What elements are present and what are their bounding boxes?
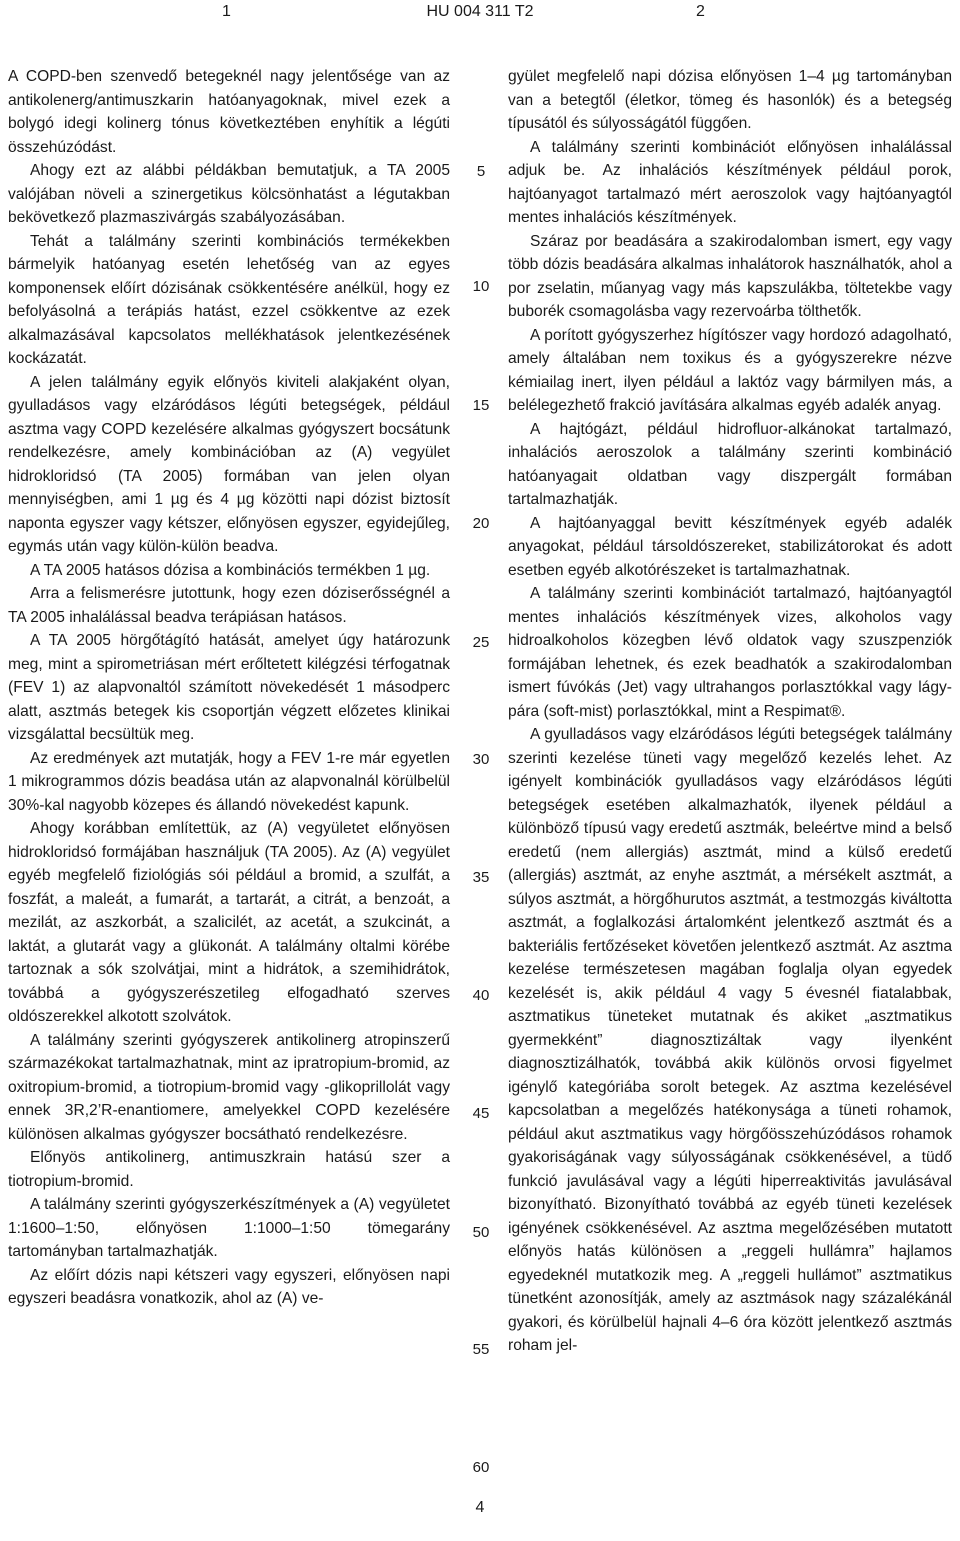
header-patent-id: HU 004 311 T2 [426,3,534,20]
line-number: 20 [472,515,490,532]
paragraph: Arra a felismerésre jutottunk, hogy ezen dóziserősségnél a TA 2005 inhalálással beadva terápiásan hatásos. [8,585,450,626]
line-number: 50 [472,1224,490,1241]
paragraph: Az előírt dózis napi kétszeri vagy egyszeri, előnyösen napi egyszeri beadásra vonatkozik, ahol az (A) ve- [8,1266,450,1307]
header-page-left: 1 [222,3,231,20]
line-number: 35 [472,869,490,886]
paragraph: A találmány szerinti kombinációt előnyösen inhalálással adjuk be. Az inhalációs készítmények például porok, hajtóanyagot tartalmazó mért aeroszolok vagy hajtóanyagtól mentes inhalációs készítmények. [508,138,952,226]
paragraph: A COPD-ben szenvedő betegeknél nagy jelentősége van az antikolenerg/antimuszkarin hatóanyagoknak, mivel ezek a bolygó idegi kolinerg tónus következtében enyhítik a légúti összehúzódást. [8,68,450,156]
line-number: 40 [472,987,490,1004]
paragraph: A TA 2005 hatásos dózisa a kombinációs termékben 1 µg. [30,561,431,579]
paragraph: Száraz por beadására a szakirodalomban ismert, egy vagy több dózis beadására alkalmas inhalátorok használhatók, ahol a por zselatin, műanyag vagy más kapszulákba, töltetekbe vagy buborék csomagolásba vagy rezervoárba tölthetők. [508,232,952,320]
paragraph: Az eredmények azt mutatják, hogy a FEV 1-re már egyetlen 1 mikrogrammos dózis beadása után az alapvonalnál körülbelül 30%-kal nagyobb közepes és állandó növekedést kapunk. [8,749,450,814]
left-column [8,65,450,1311]
line-number: 45 [472,1105,490,1122]
line-number-gutter [463,0,499,1541]
paragraph: A porított gyógyszerhez hígítószer vagy hordozó adagolható, amely általában nem toxikus és a gyógyszerekre nézve kémiailag inert, ilyen például a laktóz vagy bármilyen más, a belélegezhető frakció javítására alkalmas egyéb adalék anyag. [508,326,952,414]
paragraph: Előnyös antikolinerg, antimuszkrain hatású szer a tiotropium-bromid. [8,1149,450,1190]
paragraph: A jelen találmány egyik előnyös kiviteli alakjaként olyan, gyulladásos vagy elzáródásos légúti betegségek, például asztma vagy COPD kezelésére alkalmas gyógyszert bocsátunk rendelkezésre, amely kombinációban az (A) vegyület hidrokloridsó (TA 2005) formában van jelen olyan mennyiségben, ami 1 µg és 4 µg közötti napi dózist biztosít naponta egyszer vagy kétszer, előnyösen egyszer, egyidejűleg, egymás után vagy külön-külön beadva. [8,373,450,555]
paragraph: Tehát a találmány szerinti kombinációs termékekben bármelyik hatóanyag esetén lehetőség van az egyes komponensek előírt dózisának csökkentésére anélkül, hogy ez befolyásolná a terápiás hatást, ezzel csökkentve az ezek alkalmazásával kapcsolatos mellékhatások jelentkezésének kockázatát. [8,232,450,367]
page-footer [0,1497,960,1519]
paragraph: Ahogy korábban említettük, az (A) vegyületet előnyösen hidrokloridsó formájában használjuk (TA 2005). Az (A) vegyület egyéb megfelelő fiziológiás sói például a bromid, a szulfát, a foszfát, a maleát, a fumarát, a tartarát, a citrát, a benzoát, a mezilát, az aszkorbát, a szalicilét, az acetát, a szukcinát, a laktát, a glutarát vagy a glükonát. A találmány oltalmi körébe tartoznak a sók szolvátjai, mint a hidrátok, a szemihidrátok, továbbá a gyógyszerészetileg elfogadható szerves oldószerekkel alkotott szolvátok. [8,820,450,1025]
footer-page-number: 4 [475,1499,485,1516]
paragraph: A találmány szerinti kombinációt tartalmazó, hajtóanyagtól mentes inhalációs készítmények vizes, alkoholos vagy hidroalkoholos közegben lévő oldatok vagy szuszpenziók formájában lehetnek, és ezek beadhatók a szakirodalomban ismert fúvókás (Jet) vagy ultrahangos porlasztókkal vagy lágy-pára (soft-mist) porlasztókkal, mint a Respimat®. [508,585,952,720]
paragraph: Ahogy ezt az alábbi példákban bemutatjuk, a TA 2005 valójában növeli a szinergetikus kölcsönhatást a légutakban bekövetkező plazmaszivárgás szabályozásában. [8,162,450,226]
paragraph: A hajtóanyaggal bevitt készítmények egyéb adalék anyagokat, például társoldószereket, stabilizátorokat és adott esetben egyéb alkotórészeket is tartalmazhatnak. [508,514,952,579]
right-column [508,65,952,1358]
line-number: 10 [472,278,490,295]
paragraph: A hajtógázt, például hidrofluor-alkánokat tartalmazó, inhalációs aeroszolok a találmány szerinti kombináció hatóanyagait oldatban vagy diszpergált formában tartalmazhatják. [508,420,952,508]
line-number: 55 [472,1341,490,1358]
line-number: 5 [476,163,486,180]
paragraph: A találmány szerinti gyógyszerek antikolinerg atropinszerű származékokat tartalmazhatnak, mint az ipratropium-bromid, az oxitropium-bromid, a tiotropium-bromid vagy -glikoprillolát vagy ennek 3R,2’R-enantiomere, amelyekkel COPD kezelésére különösen alkalmas gyógyszer bocsátható rendelkezésre. [8,1031,450,1143]
line-number: 15 [472,397,490,414]
paragraph: gyület megfelelő napi dózisa előnyösen 1–4 µg tartományban van a betegtől (életkor, tömeg és hasonlók) és a betegség típusától és súlyosságától függően. [508,68,952,132]
paragraph: A TA 2005 hörgőtágító hatását, amelyet úgy határozunk meg, mint a spirometriásan mért erőltetett kilégzési térfogatnak (FEV 1) az alapvonaltól számított növekedését 1 másodperc alatt, asztmás betegek kis csoportján végzett előzetes klinikai vizsgálattal becsültük meg. [8,632,450,743]
paragraph: A gyulladásos vagy elzáródásos légúti betegségek találmány szerinti kezelése tüneti vagy megelőző kezelés lehet. Az igényelt kombinációk gyulladásos vagy elzáródásos légúti betegségek esetében alkalmazhatók, ilyenek például a különböző típusú vagy eredetű asztmák, beleértve mind a belső eredetű (nem allergiás) asztmát, mind a külső eredetű (allergiás) asztmát, az enyhe asztmát, a mérsékelt asztmát, a súlyos asztmát, a hörgőhurutos asztmát, a testmozgás kiváltotta asztmát, a foglalkozási ártalomként jelentkező asztmát és a bakteriális fertőzéseket követően jelentkező asztmát. Az asztma kezelése természetesen magában foglalja olyan egyedek kezelését is, akik például 4 vagy 5 évesnél fiatalabbak, asztmatikus tüneteket mutatnak és akiket „asztmatikus gyermekként” diagnosztizáltak vagy ilyenként diagnosztizálhatók, továbbá akik különös orvosi figyelmet igénylő kategóriába sorolt betegek. Az asztma kezelésével kapcsolatban a megelőzés hatékonysága a tüneti rohamok, például akut asztmatikus vagy hörgőösszehúzódásos rohamok gyakoriságának vagy súlyosságának csökkenésével, a tüdő funkció javulásával vagy a légúti hiperreaktivitás javulásával bizonyítható. Bizonyítható továbbá az egyéb tüneti kezelések igényének csökkenésével. Az asztma megelőzésében mutatott előnyös hatás különösen a „reggeli hullámra” hajlamos egyedeknél mutatkozik meg. A „reggeli hullámot” asztmatikus tünetként azonosítják, amely az asztmások nagy százalékánál gyakori, és körülbelül hajnali 4–6 óra között jelentkező asztmás roham jel- [508,726,952,1354]
line-number: 30 [472,751,490,768]
line-number: 25 [472,634,490,651]
paragraph: A találmány szerinti gyógyszerkészítmények a (A) vegyületet 1:1600–1:50, előnyösen 1:1000–1:50 tömegarány tartományban tartalmazhatják. [8,1196,450,1260]
line-number: 60 [472,1459,490,1476]
header-page-right: 2 [696,3,705,20]
